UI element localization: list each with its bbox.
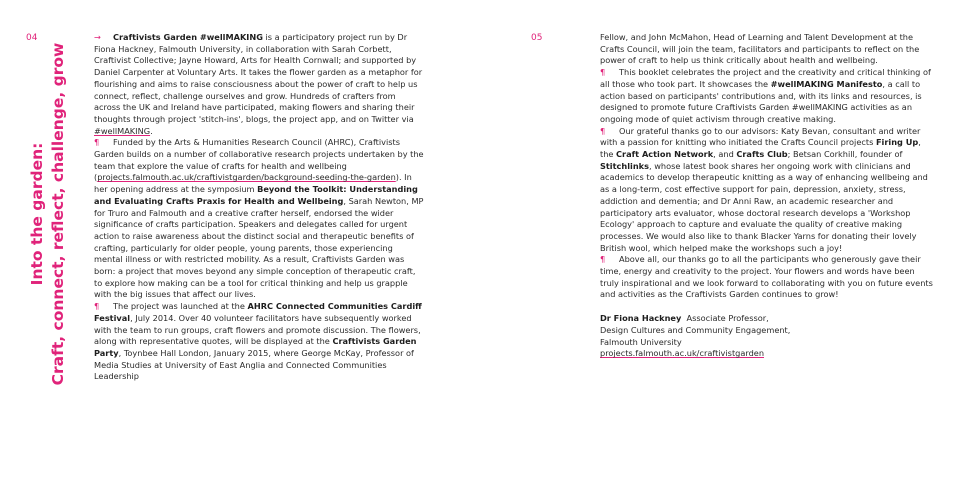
right-p3-text-5: , whose latest book shares her ongoing work with clinicians and academics to develop therapeutic knitting as a way of enhancing wellbeing and as a long-term, cost effective support for pain, depression, anxiety, stress, addiction and dementia; and Dr Anni Raw, an academic researcher and participatory arts evaluator, whose doctoral research develops a 'Workshop Ecology' approach to capture and evaluate the quality of creative making processes. We would also like to thank Blacker Yarns for donating their lovely British wool, which helped make the workshops such a joy!	[600, 160, 928, 253]
side-title-line1: Into the garden:	[28, 142, 46, 286]
pilcrow-icon: ¶	[600, 125, 606, 136]
garden-party-name: Craftivists Garden Party	[94, 336, 417, 358]
right-p3-text-1: Our grateful thanks go to our advisors: Katy Bevan, consultant and writer with a passion for knitting who initiated the Crafts Council projects	[600, 125, 921, 148]
left-paragraph-1	[94, 32, 424, 137]
right-paragraph-4	[600, 254, 936, 301]
left-p3-text-2: , July 2014. Over 40 volunteer facilitators have subsequently worked with the team to run groups, craft flowers and promote discussion. The flowers, along with representative quotes, will be displayed at the	[94, 312, 421, 347]
signature-name: Dr Fiona Hackney	[600, 313, 682, 324]
right-p2-text-1: This booklet celebrates the project and the creativity and critical thinking of all those who took part. It showcases the	[600, 67, 931, 89]
right-paragraph-1: Fellow, and John McMahon, Head of Learning and Talent Development at the Crafts Council, will join the team, facilitators and participants to reflect on the power of craft to help us think critically about health and wellbeing.	[600, 32, 920, 66]
side-title-line2: Craft, connect, reflect, challenge, grow	[49, 42, 67, 386]
project-title: Craftivists Garden #wellMAKING	[113, 32, 263, 42]
left-p2-text-2: ). In her opening address at the symposium	[94, 172, 412, 195]
craft-action-network-name: Craft Action Network	[616, 149, 714, 160]
pilcrow-icon: ¶	[94, 137, 100, 148]
signature-role-2: Design Cultures and Community Engagement,	[600, 324, 791, 335]
left-p2-text-3: , Sarah Newton, MP for Truro and Falmouth and a creative crafter herself, endorsed the wider significance of crafts participation. Speakers and delegates called for urgent action to raise awareness about the distinct social and therapeutic benefits of crafting, particularly for older people, young parents, those experiencing mental illness or with restricted mobility. As a result, Craftivists Garden was born: a project that moves beyond any simple conception of therapeutic craft, to explore how making can be a tool for critical thinking and help us grapple with the big issues that affect our lives.	[94, 195, 424, 300]
firing-up-name: Firing Up	[875, 137, 919, 148]
manifesto-name: #wellMAKING Manifesto	[770, 78, 883, 89]
project-website-link[interactable]: projects.falmouth.ac.uk/craftivistgarden	[600, 348, 765, 359]
right-paragraph-3	[600, 126, 936, 255]
left-p3-text-3: , Toynbee Hall London, January 2015, where George McKay, Professor of Media Studies at University of East Anglia and Connected Communities Leadership	[94, 347, 414, 382]
festival-name: AHRC Connected Communities Cardiff Festival	[94, 301, 422, 323]
right-column	[600, 32, 936, 360]
symposium-title: Beyond the Toolkit: Understanding and Evaluating Crafts Praxis for Health and Wellbeing	[94, 184, 418, 206]
left-p1-end: .	[150, 125, 153, 136]
right-p3-text-3: , and	[713, 149, 737, 160]
background-link[interactable]: projects.falmouth.ac.uk/craftivistgarden/background-seeding-the-garden	[97, 172, 396, 183]
pilcrow-icon: ¶	[600, 67, 606, 78]
left-paragraph-2	[94, 137, 424, 301]
right-paragraph-2	[600, 67, 936, 126]
right-p3-text-2: , the	[600, 137, 921, 160]
page-number-right: 05	[531, 33, 543, 43]
twitter-hashtag-link[interactable]: #wellMAKING	[94, 125, 151, 136]
right-p3-text-4: ; Betsan Corkhill, founder of	[787, 149, 903, 160]
left-p2-text-1: Funded by the Arts & Humanities Research Council (AHRC), Craftivists Garden builds on a number of collaborative research projects undertaken by the team that explore the value of crafts for health and wellbeing (	[94, 137, 424, 183]
crafts-club-name: Crafts Club	[736, 149, 788, 160]
left-column	[94, 32, 424, 383]
left-p1-text: is a participatory project run by Dr Fiona Hackney, Falmouth University, in collaboration with Sarah Corbett, Craftivist Collective; Jayne Howard, Arts for Health Cornwall; and supported by Daniel Carpenter at Voluntary Arts. It takes the flower garden as a metaphor for flourishing and aims to raise consciousness about the power of craft to help us connect, reflect, challenge ourselves and grow. Hundreds of crafters from across the UK and Ireland have participated, making flowers and sharing their thoughts through project 'stitch-ins', blogs, the project app, and on Twitter via	[94, 32, 423, 124]
pilcrow-icon: ¶	[600, 254, 606, 265]
signature-org: Falmouth University	[600, 336, 682, 347]
signature-role-1: Associate Professor,	[686, 313, 769, 324]
page-number-left: 04	[26, 33, 38, 43]
right-p2-text-2: , a call to action based on participants' contributions and, with its links and resources, is designed to promote future Craftivists Garden #wellMAKING activities as an ongoing mode of quiet activism through creative making.	[600, 78, 922, 124]
arrow-right-icon: →	[94, 32, 101, 42]
left-paragraph-3	[94, 301, 424, 383]
stitchlinks-name: Stitchlinks	[600, 160, 649, 171]
side-title	[20, 36, 76, 392]
left-p3-text-1: The project was launched at the	[113, 301, 248, 312]
signature-block	[600, 313, 936, 360]
pilcrow-icon: ¶	[94, 301, 100, 312]
right-p4-text: Above all, our thanks go to all the participants who generously gave their time, energy and creativity to the project. Your flowers and words have been truly inspirational and we look forward to collaborating with you on future events and activities as the Craftivists Garden continues to grow!	[600, 254, 933, 300]
